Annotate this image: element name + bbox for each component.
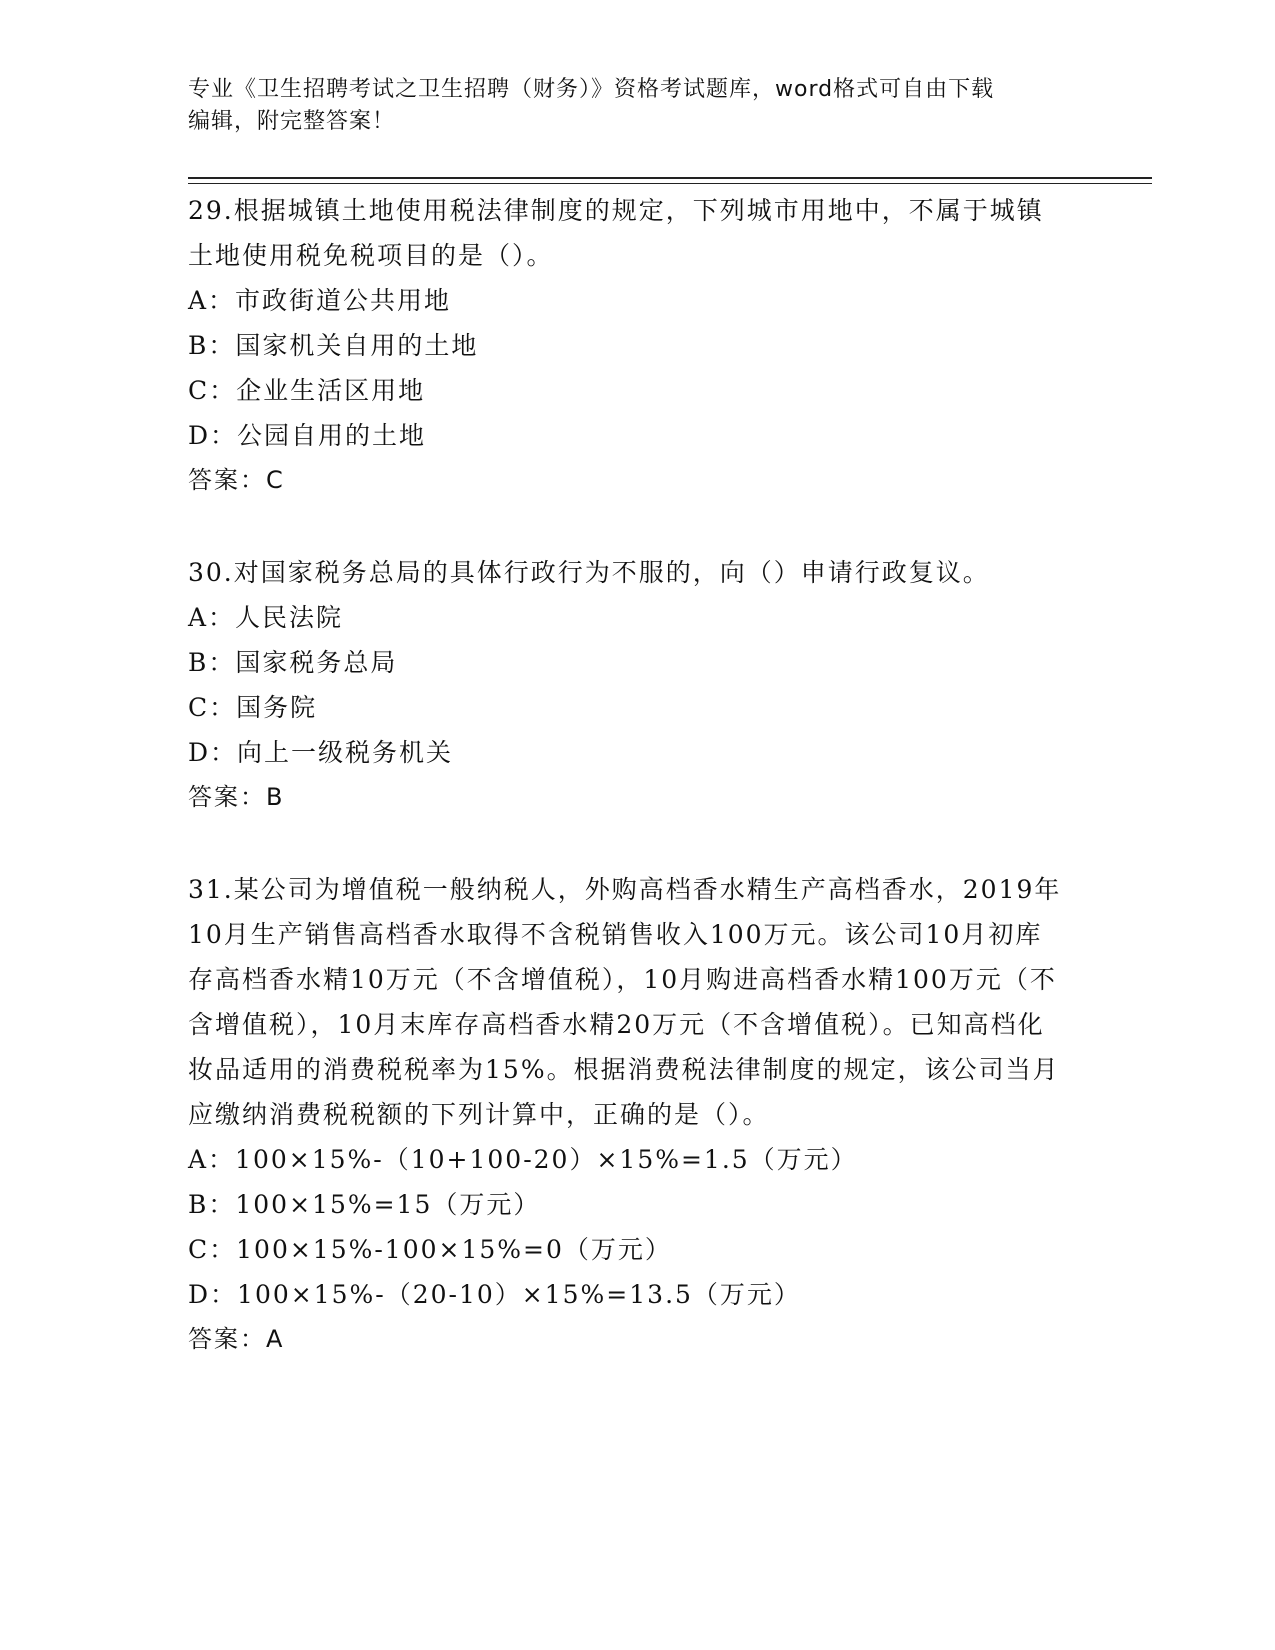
header-line-2: 编辑，附完整答案！: [188, 109, 396, 134]
answer-value: C: [266, 466, 285, 494]
answer-line: [188, 458, 1068, 503]
header-line-1: 专业《卫生招聘考试之卫生招聘（财务）》资格考试题库，word格式可自由下载: [188, 77, 995, 102]
option-b: B：100×15%=15（万元）: [188, 1190, 541, 1219]
question-29: [188, 188, 1068, 503]
option-c: C：100×15%-100×15%=0（万元）: [188, 1235, 672, 1264]
option-d: D：100×15%-（20-10）×15%=13.5（万元）: [188, 1280, 801, 1309]
header-divider-thick: [188, 177, 1152, 179]
question-stem: 29.根据城镇土地使用税法律制度的规定，下列城市用地中，不属于城镇土地使用税免税项目的是（）。: [188, 196, 1044, 270]
answer-label: 答案：: [188, 466, 266, 494]
answer-label: 答案：: [188, 783, 266, 811]
question-stem: 31.某公司为增值税一般纳税人，外购高档香水精生产高档香水，2019年10月生产销售高档香水取得不含税销售收入100万元。该公司10月初库存高档香水精10万元（不含增值税），10月购进高档香水精100万元（不含增值税），10月末库存高档香水精20万元（不含增值税）。已知高档化妆品适用的消费税税率为15%。根据消费税法律制度的规定，该公司当月应缴纳消费税税额的下列计算中，正确的是（）。: [188, 875, 1062, 1129]
answer-line: [188, 775, 1068, 820]
option-a: A：市政街道公共用地: [188, 286, 452, 315]
question-30: [188, 550, 1068, 820]
option-a: A：人民法院: [188, 603, 344, 632]
answer-value: A: [266, 1325, 285, 1353]
question-31: [188, 867, 1068, 1362]
option-d: D：公园自用的土地: [188, 421, 427, 450]
header-divider-thin: [188, 183, 1152, 184]
answer-line: [188, 1317, 1068, 1362]
answer-value: B: [266, 783, 285, 811]
option-c: C：国务院: [188, 693, 318, 722]
question-stem: 30.对国家税务总局的具体行政行为不服的，向（）申请行政复议。: [188, 558, 990, 587]
answer-label: 答案：: [188, 1325, 266, 1353]
option-b: B：国家机关自用的土地: [188, 331, 479, 360]
document-header: [188, 74, 1088, 138]
option-a: A：100×15%-（10+100-20）×15%=1.5（万元）: [188, 1145, 858, 1174]
option-b: B：国家税务总局: [188, 648, 398, 677]
option-d: D：向上一级税务机关: [188, 738, 454, 767]
question-list: [188, 188, 1068, 1409]
option-c: C：企业生活区用地: [188, 376, 426, 405]
